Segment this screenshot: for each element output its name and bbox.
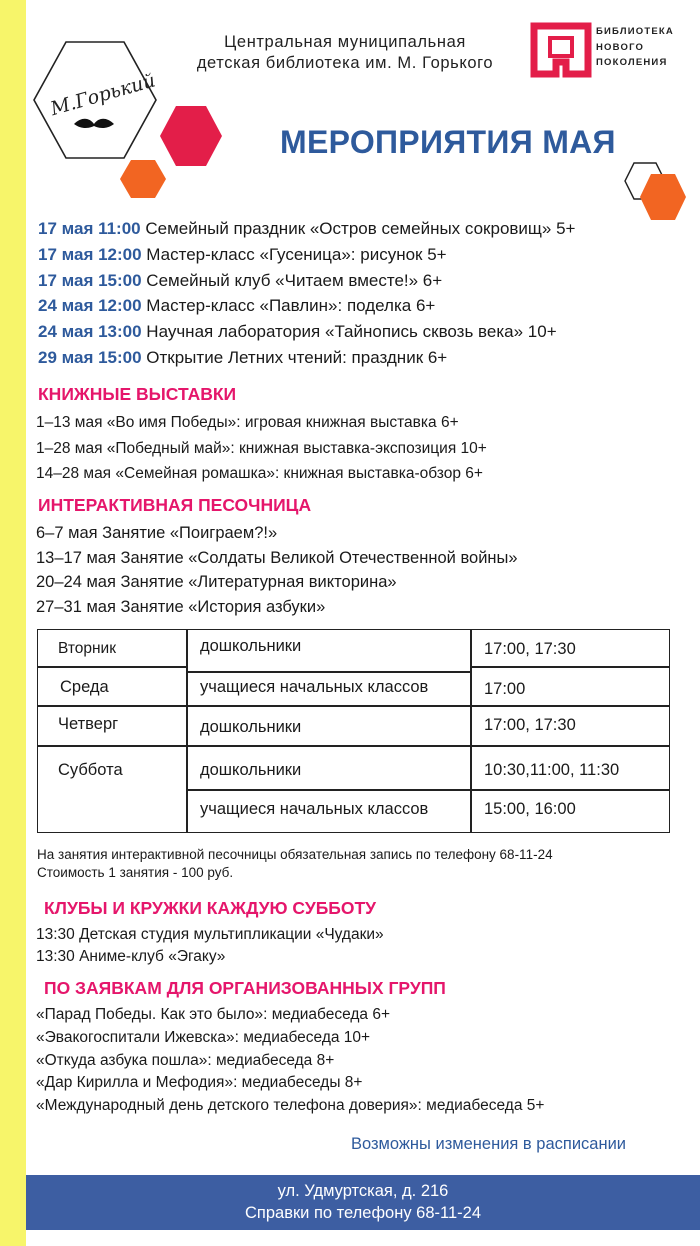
table-cell-group: дошкольники	[200, 637, 302, 655]
brand-name	[596, 24, 674, 71]
clubs-list	[36, 924, 384, 968]
event-title: Семейный праздник «Остров семейных сокровищ» 5+	[140, 219, 576, 238]
table-cell-group: учащиеся начальных классов	[200, 800, 429, 818]
table-cell-group: дошкольники	[200, 761, 302, 779]
groups-list	[36, 1004, 544, 1118]
event-item	[38, 216, 575, 242]
table-divider	[186, 630, 188, 832]
event-time: 24 мая 13:00	[38, 322, 142, 342]
gorky-logo-icon	[30, 38, 160, 164]
list-item: 13–17 мая Занятие «Солдаты Великой Отечественной войны»	[36, 548, 518, 567]
library-name	[170, 32, 520, 74]
new-generation-library-logo-icon	[530, 22, 592, 78]
list-item: «Дар Кирилла и Мефодия»: медиабеседы 8+	[36, 1074, 363, 1092]
library-name-line1: Центральная муниципальная	[224, 33, 466, 51]
red-hexagon-icon	[158, 104, 224, 168]
list-item: 27–31 мая Занятие «История азбуки»	[36, 598, 326, 617]
yellow-side-bar	[0, 0, 26, 1246]
table-cell-day: Четверг	[58, 715, 119, 733]
table-cell-time: 10:30,11:00, 11:30	[484, 761, 620, 779]
sandbox-list	[36, 521, 518, 620]
footer-address: ул. Удмуртская, д. 216	[277, 1182, 449, 1200]
table-divider	[38, 666, 186, 668]
table-cell-group: учащиеся начальных классов	[200, 678, 429, 696]
sandbox-notes	[37, 846, 553, 882]
orange-hexagon-right-icon	[638, 172, 688, 222]
event-title: Мастер-класс «Павлин»: поделка 6+	[141, 296, 436, 316]
library-name-line2: детская библиотека им. М. Горького	[196, 54, 494, 72]
orange-hexagon-icon	[119, 159, 167, 199]
event-item	[38, 293, 575, 319]
footer-phone: Справки по телефону 68-11-24	[244, 1204, 481, 1222]
table-cell-group: дошкольники	[200, 718, 302, 736]
event-time: 29 мая 15:00	[38, 347, 142, 367]
event-item	[38, 268, 575, 294]
event-time: 17 мая 12:00	[38, 244, 142, 264]
event-title: Научная лаборатория «Тайнопись сквозь века» 10+	[141, 322, 557, 342]
sandbox-note-booking: На занятия интерактивной песочницы обязательная запись по телефону 68-11-24	[37, 847, 553, 862]
event-item	[38, 242, 575, 268]
table-divider	[38, 705, 670, 707]
footer	[26, 1175, 700, 1230]
brand-line3: ПОКОЛЕНИЯ	[596, 57, 668, 68]
table-divider	[38, 745, 670, 747]
sandbox-schedule-table	[37, 629, 670, 833]
event-time: 24 мая 12:00	[38, 296, 142, 316]
clubs-heading: КЛУБЫ И КРУЖКИ КАЖДУЮ СУББОТУ	[44, 898, 377, 918]
groups-heading: ПО ЗАЯВКАМ ДЛЯ ОРГАНИЗОВАННЫХ ГРУПП	[44, 978, 446, 998]
table-cell-day: Среда	[60, 678, 109, 696]
schedule-change-disclaimer: Возможны изменения в расписании	[351, 1135, 627, 1153]
list-item: 13:30 Аниме-клуб «Эгаку»	[36, 948, 226, 965]
event-item	[38, 345, 575, 371]
list-item: 14–28 мая «Семейная ромашка»: книжная выставка-обзор 6+	[36, 465, 483, 482]
list-item: 1–28 мая «Победный май»: книжная выставка-экспозиция 10+	[36, 439, 487, 457]
list-item: 1–13 мая «Во имя Победы»: игровая книжная выставка 6+	[36, 414, 459, 431]
table-divider	[470, 666, 670, 668]
table-cell-time: 17:00, 17:30	[484, 716, 576, 734]
event-time: 17 мая 15:00	[38, 270, 142, 290]
event-time: 17 мая 11:00	[38, 219, 141, 238]
book-exhibitions-list	[36, 410, 487, 487]
list-item: «Парад Победы. Как это было»: медиабеседа 6+	[36, 1006, 391, 1023]
table-cell-day: Вторник	[58, 640, 116, 657]
table-divider	[186, 789, 670, 791]
event-title: Мастер-класс «Гусеница»: рисунок 5+	[141, 244, 447, 264]
events-list	[38, 216, 575, 371]
list-item: 20–24 мая Занятие «Литературная викторина»	[36, 573, 397, 592]
sandbox-note-price: Стоимость 1 занятия - 100 руб.	[37, 865, 234, 880]
table-divider	[470, 630, 472, 832]
event-item	[38, 319, 575, 345]
event-title: Семейный клуб «Читаем вместе!» 6+	[141, 270, 443, 290]
table-cell-time: 15:00, 16:00	[484, 800, 576, 818]
table-cell-time: 17:00	[484, 680, 526, 698]
table-divider	[186, 671, 470, 673]
brand-line2: НОВОГО	[596, 41, 645, 53]
table-cell-day: Суббота	[58, 761, 123, 779]
list-item: 6–7 мая Занятие «Поиграем?!»	[36, 524, 278, 542]
list-item: «Международный день детского телефона доверия»: медиабеседа 5+	[36, 1097, 545, 1115]
table-cell-time: 17:00, 17:30	[484, 640, 576, 658]
list-item: 13:30 Детская студия мультипликации «Чудаки»	[36, 926, 384, 943]
list-item: «Откуда азбука пошла»: медиабеседа 8+	[36, 1051, 335, 1069]
book-exhibitions-heading: КНИЖНЫЕ ВЫСТАВКИ	[38, 384, 237, 404]
list-item: «Эвакогоспитали Ижевска»: медиабеседа 10+	[36, 1028, 371, 1046]
brand-line1: БИБЛИОТЕКА	[596, 26, 674, 37]
page-title: МЕРОПРИЯТИЯ МАЯ	[280, 124, 616, 160]
svg-text:М.Горький: М.Горький	[48, 69, 158, 121]
event-title: Открытие Летних чтений: праздник 6+	[141, 347, 448, 367]
sandbox-heading: ИНТЕРАКТИВНАЯ ПЕСОЧНИЦА	[38, 495, 312, 515]
